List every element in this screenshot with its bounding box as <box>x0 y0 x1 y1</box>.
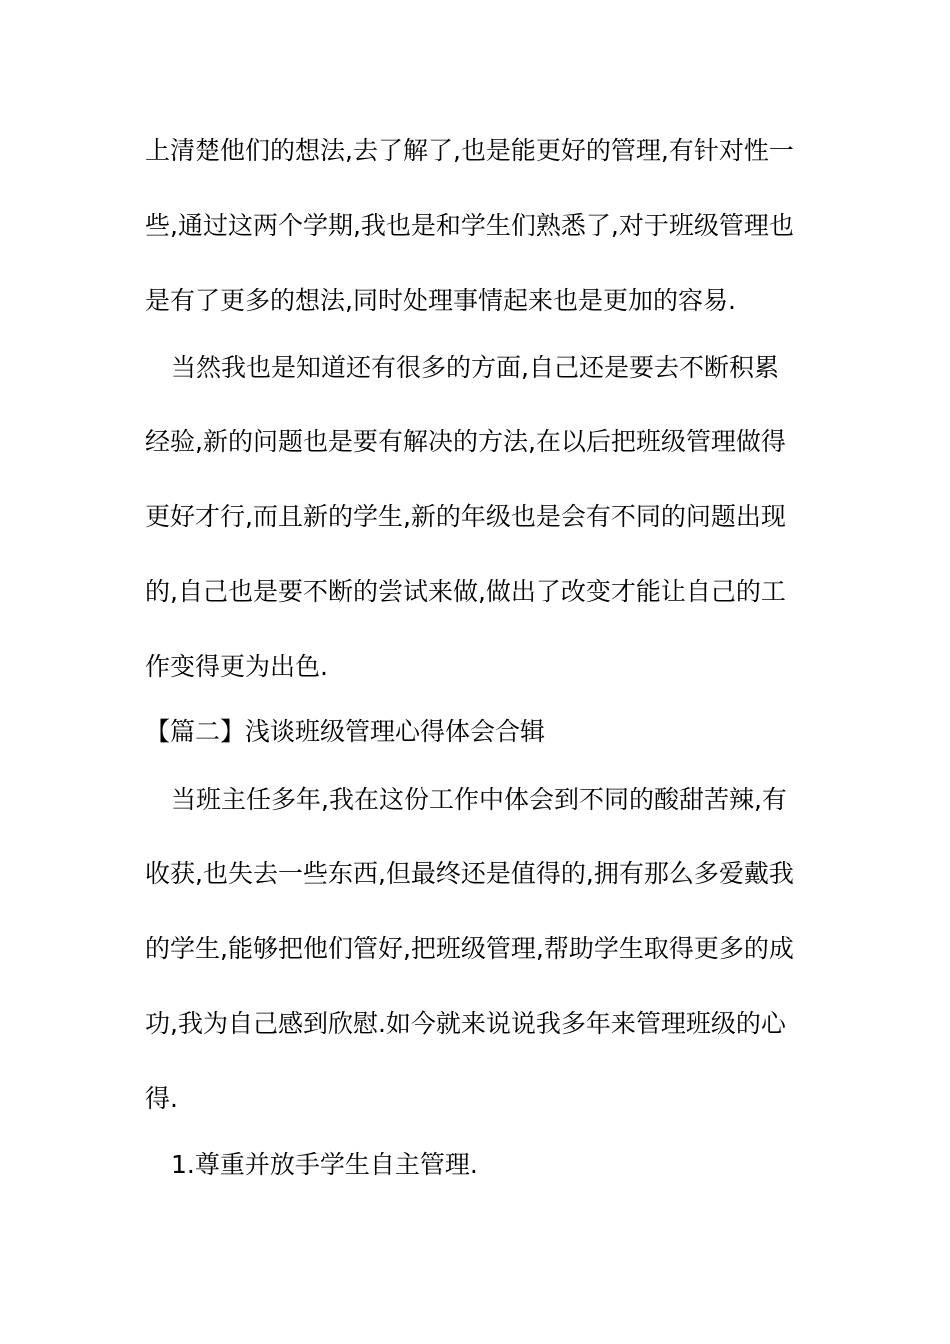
paragraph-line: 些,通过这两个学期,我也是和学生们熟悉了,对于班级管理也 <box>145 211 794 240</box>
paragraph-line: 收获,也失去一些东西,但最终还是值得的,拥有那么多爱戴我 <box>145 859 794 888</box>
paragraph-line: 的,自己也是要不断的尝试来做,做出了改变才能让自己的工 <box>145 577 786 606</box>
section-heading: 【篇二】浅谈班级管理心得体会合辑 <box>145 717 546 746</box>
paragraph-line: 当然我也是知道还有很多的方面,自己还是要去不断积累 <box>171 353 779 382</box>
paragraph-line: 上清楚他们的想法,去了解了,也是能更好的管理,有针对性一 <box>145 136 794 165</box>
paragraph-line: 经验,新的问题也是要有解决的方法,在以后把班级管理做得 <box>145 427 786 456</box>
list-item: 1.尊重并放手学生自主管理. <box>171 1150 478 1179</box>
paragraph-line: 功,我为自己感到欣慰.如今就来说说我多年来管理班级的心 <box>145 1009 786 1038</box>
paragraph-line: 的学生,能够把他们管好,把班级管理,帮助学生取得更多的成 <box>145 934 794 963</box>
paragraph-line: 作变得更为出色. <box>145 652 328 681</box>
paragraph-line: 当班主任多年,我在这份工作中体会到不同的酸甜苦辣,有 <box>171 785 787 814</box>
paragraph-line: 是有了更多的想法,同时处理事情起来也是更加的容易. <box>145 286 736 315</box>
paragraph-line: 得. <box>145 1084 178 1113</box>
paragraph-line: 更好才行,而且新的学生,新的年级也是会有不同的问题出现 <box>145 502 786 531</box>
